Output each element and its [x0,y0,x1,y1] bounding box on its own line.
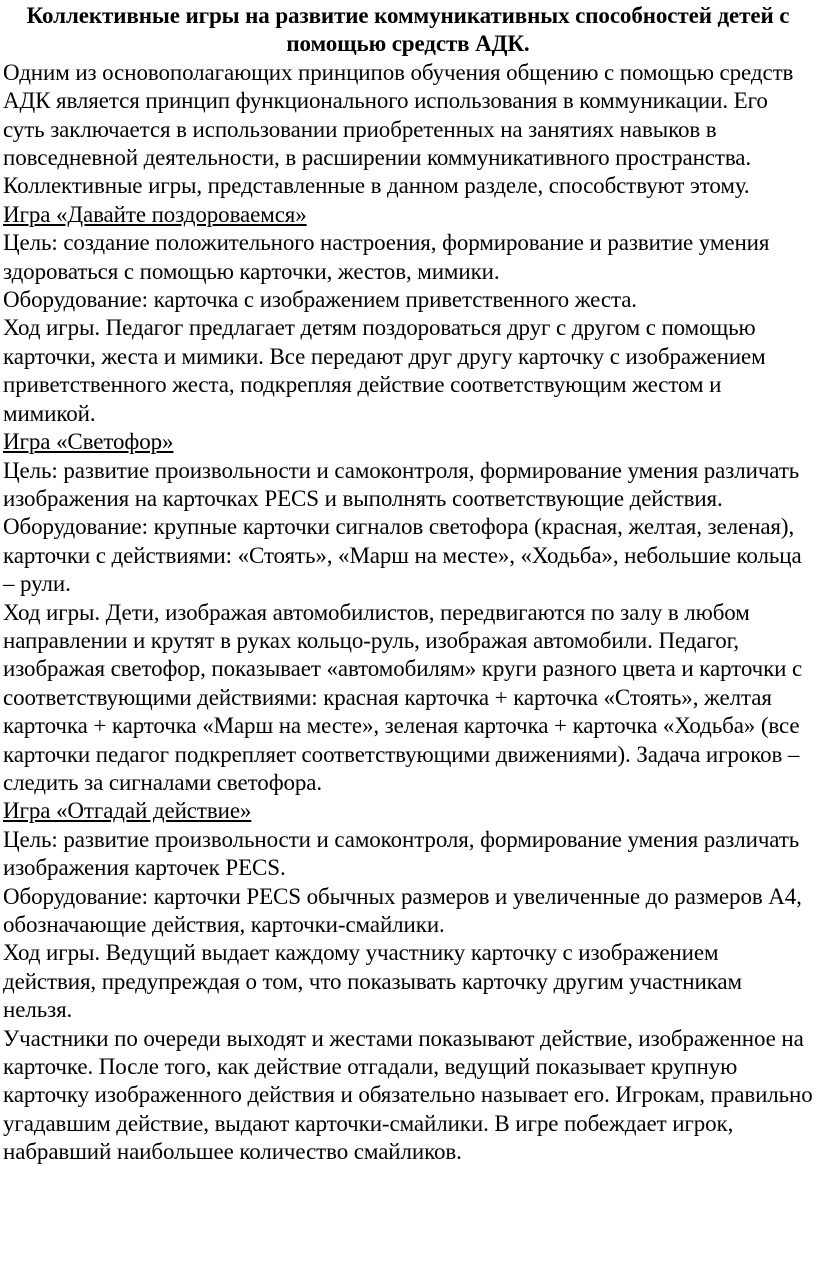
game-heading-traffic-light: Игра «Светофор» [3,429,174,455]
game-process-guess-action: Ход игры. Ведущий выдает каждому участнику карточку с изображением действия, предупреждая о том, что показывать карточку другим участникам нельзя. [3,940,742,1023]
game-equipment-greeting: Оборудование: карточка с изображением приветственного жеста. [3,287,637,313]
game-heading-greeting: Игра «Давайте поздороваемся» [3,201,307,227]
game-process-continued-guess-action: Участники по очереди выходят и жестами показывают действие, изображенное на карточке. После того, как действие отгадали, ведущий показывает крупную карточку изображенного действия и обязательно называет его. Игрокам, правильно угадавшим действие, выдают карточки-смайлики. В игре побеждает игрок, набравший наибольшее количество смайликов. [3,1025,813,1165]
document-title: Коллективные игры на развитие коммуникативных способностей детей с помощью средств АДК. [26,3,790,57]
game-equipment-guess-action: Оборудование: карточки PECS обычных размеров и увеличенные до размеров А4, обозначающие действия, карточки-смайлики. [3,883,802,937]
intro-paragraph: Одним из основополагающих принципов обучения общению с помощью средств АДК является принцип функционального использования в коммуникации. Его суть заключается в использовании приобретенных на занятиях навыков в повседневной деятельности, в расширении коммуникативного пространства. Коллективные игры, представленные в данном разделе, способствуют этому. [3,59,794,199]
game-equipment-traffic-light: Оборудование: крупные карточки сигналов светофора (красная, желтая, зеленая), карточки с действиями: «Стоять», «Марш на месте», «Ходьба», небольшие кольца – рули. [3,514,802,597]
game-process-greeting: Ход игры. Педагог предлагает детям поздороваться друг с другом с помощью карточки, жеста и мимики. Все передают друг другу карточку с изображением приветственного жеста, подкрепляя действие соответствующим жестом и мимикой. [3,315,766,426]
game-goal-greeting: Цель: создание положительного настроения, формирование и развитие умения здороваться с помощью карточки, жестов, мимики. [3,230,770,284]
game-goal-traffic-light: Цель: развитие произвольности и самоконтроля, формирование умения различать изображения на карточках PECS и выполнять соответствующие действия. [3,457,800,511]
game-heading-guess-action: Игра «Отгадай действие» [3,798,252,824]
game-goal-guess-action: Цель: развитие произвольности и самоконтроля, формирование умения различать изображения карточек PECS. [3,826,800,881]
game-process-traffic-light: Ход игры. Дети, изображая автомобилистов, передвигаются по залу в любом направлении и крутят в руках кольцо-руль, изображая автомобили. Педагог, изображая светофор, показывает «автомобилям» круги разного цвета и карточки с соответствующими действиями: красная карточка + карточка «Стоять», желтая карточка + карточка «Марш на месте», зеленая карточка + карточка «Ходьба» (все карточки педагог подкрепляет соответствующими движениями). Задача игроков – следить за сигналами светофора. [3,599,803,795]
